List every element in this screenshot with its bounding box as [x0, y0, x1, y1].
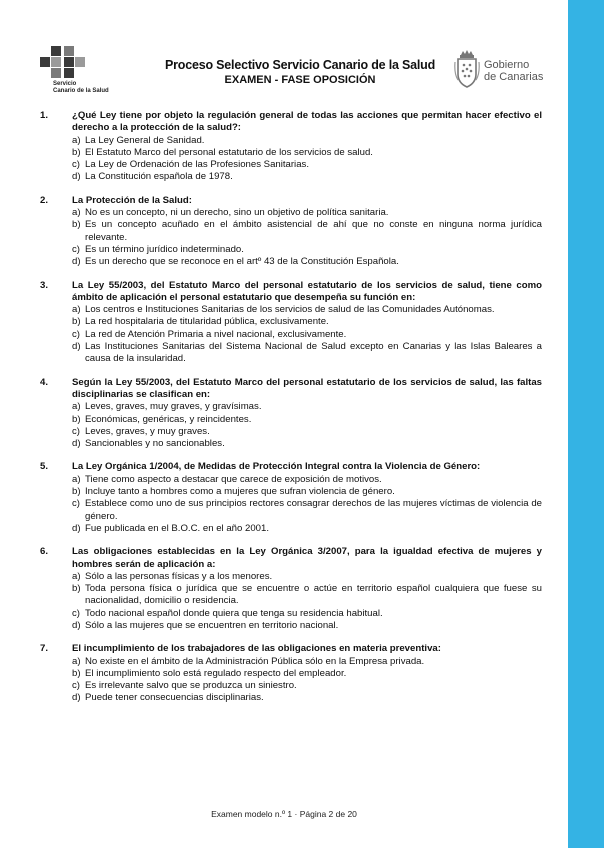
- option-letter: c): [72, 498, 80, 510]
- option-letter: b): [72, 146, 81, 158]
- option-letter: a): [72, 207, 81, 219]
- question-text: ¿Qué Ley tiene por objeto la regulación general de todas las acciones que permitan hacer efectivo el derecho a la protección de la salud?:: [72, 110, 542, 134]
- option-text: Las Instituciones Sanitarias del Sistema Nacional de Salud excepto en Canarias y las Islas Baleares a causa de la insularidad.: [85, 341, 542, 365]
- answer-option: [72, 304, 542, 316]
- option-text: Fue publicada en el B.O.C. en el año 2001.: [85, 522, 270, 534]
- answer-option: [72, 414, 542, 426]
- option-letter: b): [72, 219, 81, 231]
- option-letter: a): [72, 304, 81, 316]
- answer-option: [72, 608, 542, 620]
- answer-option: [72, 620, 542, 632]
- question-2: [40, 195, 542, 269]
- question-number: 3.: [40, 279, 49, 291]
- question-number: 6.: [40, 546, 49, 558]
- option-letter: c): [72, 159, 80, 171]
- question-4: [40, 377, 542, 451]
- gobierno-canarias-text: [484, 59, 543, 83]
- option-text: Incluye tanto a hombres como a mujeres que sufran violencia de género.: [85, 486, 395, 498]
- answer-option: [72, 692, 542, 704]
- question-list: [40, 110, 542, 716]
- option-text: La red de Atención Primaria a nivel nacional, exclusivamente.: [85, 328, 347, 340]
- option-letter: b): [72, 486, 81, 498]
- option-text: La Ley de Ordenación de las Profesiones Sanitarias.: [85, 159, 309, 171]
- option-letter: b): [72, 583, 81, 595]
- option-text: La Constitución española de 1978.: [85, 171, 233, 183]
- logo-left-line2: Canario de la Salud: [53, 88, 109, 94]
- option-letter: c): [72, 680, 80, 692]
- option-text: No existe en el ámbito de la Administración Pública sólo en la Empresa privada.: [85, 655, 425, 667]
- option-letter: b): [72, 667, 81, 679]
- option-text: Leves, graves, y muy graves.: [85, 425, 210, 437]
- answer-option: [72, 523, 542, 535]
- answer-option: [72, 656, 542, 668]
- option-text: Toda persona física o jurídica que se encuentre o actúe en territorio español cualquiera que fuese su nacionalidad, domicilio o residencia.: [85, 583, 542, 607]
- question-number: 7.: [40, 643, 49, 655]
- answer-option: [72, 219, 542, 244]
- answer-option: [72, 256, 542, 268]
- question-number: 1.: [40, 110, 49, 121]
- option-letter: a): [72, 134, 81, 146]
- logo-left-line1: Servicio: [53, 81, 77, 87]
- option-text: Es irrelevante salvo que se produzca un siniestro.: [85, 680, 297, 692]
- question-number: 4.: [40, 376, 49, 388]
- option-text: El incumplimiento solo está regulado respecto del empleador.: [85, 667, 347, 679]
- option-text: Establece como uno de sus principios rectores consagrar derechos de las mujeres víctimas de violencia de género.: [85, 498, 542, 522]
- option-text: Es un término jurídico indeterminado.: [85, 243, 244, 255]
- logo-right-line1: Gobierno: [484, 59, 530, 71]
- answer-option: [72, 316, 542, 328]
- answer-option: [72, 474, 542, 486]
- option-letter: d): [72, 341, 81, 353]
- side-color-bar: [568, 0, 604, 848]
- answer-option: [72, 680, 542, 692]
- answer-option: [72, 401, 542, 413]
- question-5: [40, 461, 542, 535]
- option-text: Todo nacional español donde quiera que tenga su residencia habitual.: [85, 607, 383, 619]
- answer-option: [72, 341, 542, 366]
- logo-right-line2: de Canarias: [484, 71, 544, 83]
- answer-option: [72, 159, 542, 171]
- option-text: Económicas, genéricas, y reincidentes.: [85, 413, 252, 425]
- cross-logo-icon: [40, 46, 88, 80]
- option-text: Puede tener consecuencias disciplinarias.: [85, 692, 264, 704]
- option-text: Es un derecho que se reconoce en el artº 43 de la Constitución Española.: [85, 256, 399, 268]
- answer-option: [72, 147, 542, 159]
- option-letter: d): [72, 256, 81, 268]
- servicio-canario-salud-text: [53, 81, 109, 95]
- option-text: Sólo a las personas físicas y a los menores.: [85, 570, 273, 582]
- answer-option: [72, 135, 542, 147]
- page-footer: Examen modelo n.º 1 · Página 2 de 20: [211, 809, 357, 819]
- option-text: No es un concepto, ni un derecho, sino un objetivo de política sanitaria.: [85, 207, 389, 219]
- question-text: Según la Ley 55/2003, del Estatuto Marco del personal estatutario de los servicios de salud, las faltas disciplinarias se clasifican en:: [72, 376, 542, 400]
- option-letter: c): [72, 243, 80, 255]
- option-letter: c): [72, 328, 80, 340]
- question-text: La Ley 55/2003, del Estatuto Marco del personal estatutario de los servicios de salud, tiene como ámbito de aplicación el personal estatutario que desempeña su función en:: [72, 279, 542, 303]
- option-text: Los centros e Instituciones Sanitarias de los servicios de salud de las Comunidades Autónomas.: [85, 304, 495, 316]
- question-7: [40, 643, 542, 704]
- option-letter: c): [72, 607, 80, 619]
- answer-option: [72, 171, 542, 183]
- question-text: La Ley Orgánica 1/2004, de Medidas de Protección Integral contra la Violencia de Género:: [72, 461, 481, 473]
- header-subtitle: EXAMEN - FASE OPOSICIÓN: [224, 74, 376, 86]
- option-letter: d): [72, 438, 81, 450]
- coat-of-arms-icon: [454, 50, 480, 90]
- answer-option: [72, 244, 542, 256]
- answer-option: [72, 207, 542, 219]
- option-letter: d): [72, 619, 81, 631]
- answer-option: [72, 329, 542, 341]
- option-letter: d): [72, 692, 81, 704]
- question-1: [40, 110, 542, 184]
- answer-option: [72, 571, 542, 583]
- option-text: La red hospitalaria de titularidad pública, exclusivamente.: [85, 316, 329, 328]
- option-letter: a): [72, 655, 81, 667]
- option-letter: c): [72, 425, 80, 437]
- option-text: El Estatuto Marco del personal estatutario de los servicios de salud.: [85, 146, 373, 158]
- answer-option: [72, 438, 542, 450]
- option-text: Leves, graves, muy graves, y gravísimas.: [85, 401, 262, 413]
- option-letter: a): [72, 401, 81, 413]
- header-title: Proceso Selectivo Servicio Canario de la Salud: [164, 58, 436, 72]
- answer-option: [72, 668, 542, 680]
- question-number: 5.: [40, 461, 49, 473]
- option-letter: b): [72, 413, 81, 425]
- option-text: Es un concepto acuñado en el ámbito asistencial de ahí que no conste en ninguna norma jurídica relevante.: [85, 219, 542, 243]
- question-3: [40, 280, 542, 366]
- question-text: El incumplimiento de los trabajadores de las obligaciones en materia preventiva:: [72, 643, 441, 655]
- question-number: 2.: [40, 194, 49, 206]
- option-text: Sólo a las mujeres que se encuentren en territorio nacional.: [85, 619, 339, 631]
- question-text: Las obligaciones establecidas en la Ley Orgánica 3/2007, para la igualdad efectiva de mujeres y hombres serán de aplicación a:: [72, 546, 542, 570]
- answer-option: [72, 426, 542, 438]
- option-letter: d): [72, 171, 81, 183]
- option-letter: a): [72, 473, 81, 485]
- option-letter: b): [72, 316, 81, 328]
- option-letter: a): [72, 570, 81, 582]
- document-header: [150, 58, 450, 88]
- option-text: Sancionables y no sancionables.: [85, 438, 225, 450]
- option-text: Tiene como aspecto a destacar que carece de exposición de motivos.: [85, 473, 382, 485]
- answer-option: [72, 498, 542, 523]
- question-6: [40, 546, 542, 632]
- option-text: La Ley General de Sanidad.: [85, 134, 205, 146]
- answer-option: [72, 583, 542, 608]
- answer-option: [72, 486, 542, 498]
- question-text: La Protección de la Salud:: [72, 194, 192, 206]
- option-letter: d): [72, 522, 81, 534]
